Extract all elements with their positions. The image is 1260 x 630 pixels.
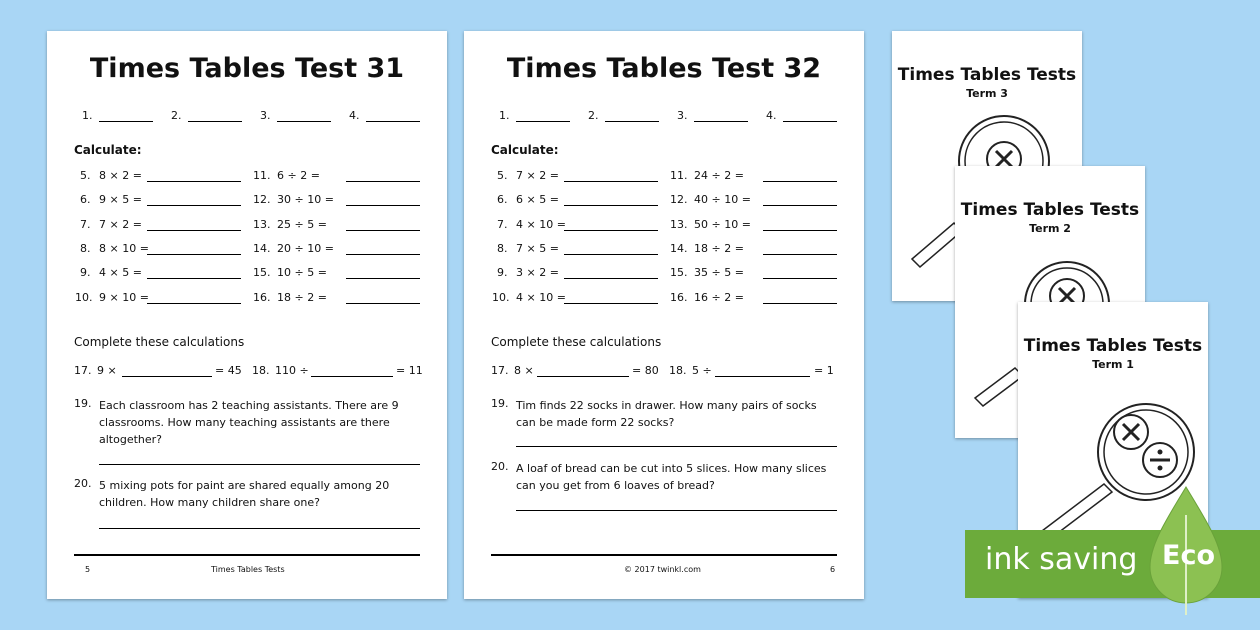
answer-line <box>147 230 241 231</box>
question-text: 24 ÷ 2 = <box>694 169 744 182</box>
cover-term: Term 3 <box>966 87 1008 100</box>
question-text: 4 × 10 = <box>516 218 566 231</box>
answer-line <box>147 303 241 304</box>
question-number: 17. <box>74 364 92 377</box>
word-problem: A loaf of bread can be cut into 5 slices. How many slices can you get from 6 loaves of bread? <box>516 462 827 492</box>
answer-line <box>147 278 241 279</box>
answer-line <box>564 278 658 279</box>
answer-line <box>99 464 420 465</box>
question-text: = 80 <box>632 364 659 377</box>
answer-line <box>763 254 837 255</box>
answer-line <box>346 181 420 182</box>
word-problem: Tim finds 22 socks in drawer. How many pairs of socks can be made form 22 socks? <box>516 399 817 429</box>
question-text: 5 ÷ <box>692 364 712 377</box>
answer-line <box>277 121 331 122</box>
calculate-heading: Calculate: <box>491 143 559 157</box>
question-number: 11. <box>253 169 271 182</box>
question-number: 20. <box>491 460 509 473</box>
cover-term: Term 2 <box>1029 222 1071 235</box>
question-number: 12. <box>670 193 688 206</box>
question-number: 18. <box>669 364 687 377</box>
answer-line <box>346 230 420 231</box>
answer-line <box>516 510 837 511</box>
question-number: 15. <box>253 266 271 279</box>
worksheet-test-31 <box>47 31 447 599</box>
question-text: 3 × 2 = <box>516 266 559 279</box>
question-number: 17. <box>491 364 509 377</box>
question-text: 50 ÷ 10 = <box>694 218 751 231</box>
question-text: 35 ÷ 5 = <box>694 266 744 279</box>
worksheet-test-32 <box>464 31 864 599</box>
answer-line <box>763 181 837 182</box>
page-number: 6 <box>830 565 836 574</box>
question-number: 5. <box>80 169 91 182</box>
answer-line <box>763 303 837 304</box>
answer-line <box>564 303 658 304</box>
answer-line <box>346 303 420 304</box>
answer-label: 3. <box>677 109 688 122</box>
complete-heading: Complete these calculations <box>491 335 662 349</box>
eco-label: Eco <box>1162 540 1215 571</box>
question-text: 10 ÷ 5 = <box>277 266 327 279</box>
question-text: = 11 <box>396 364 423 377</box>
question-number: 20. <box>74 477 92 490</box>
worksheet-title: Times Tables Test 31 <box>89 53 405 84</box>
answer-label: 4. <box>349 109 360 122</box>
cover-title: Times Tables Tests <box>1023 336 1203 356</box>
question-text: 9 × 5 = <box>99 193 142 206</box>
calculate-heading: Calculate: <box>74 143 142 157</box>
answer-line <box>564 181 658 182</box>
question-number: 10. <box>492 291 510 304</box>
question-number: 10. <box>75 291 93 304</box>
answer-line <box>763 230 837 231</box>
word-problem: 5 mixing pots for paint are shared equally among 20 children. How many children share one? <box>99 479 390 509</box>
answer-line <box>783 121 837 122</box>
answer-line <box>99 528 420 529</box>
answer-line <box>346 278 420 279</box>
footer-title: Times Tables Tests <box>211 565 285 574</box>
answer-label: 2. <box>171 109 182 122</box>
answer-line <box>147 205 241 206</box>
answer-line <box>694 121 748 122</box>
cover-title: Times Tables Tests <box>960 200 1140 220</box>
answer-label: 1. <box>82 109 93 122</box>
answer-line <box>763 205 837 206</box>
question-number: 9. <box>80 266 91 279</box>
question-number: 8. <box>80 242 91 255</box>
answer-line <box>366 121 420 122</box>
question-number: 6. <box>80 193 91 206</box>
question-text: 4 × 10 = <box>516 291 566 304</box>
question-text: 8 × 2 = <box>99 169 142 182</box>
question-number: 5. <box>497 169 508 182</box>
answer-label: 1. <box>499 109 510 122</box>
answer-line <box>346 254 420 255</box>
question-text: = 1 <box>814 364 834 377</box>
magnifier-handle <box>975 368 1023 406</box>
question-text: 7 × 2 = <box>516 169 559 182</box>
question-text: 8 × 10 = <box>99 242 149 255</box>
answer-line <box>564 230 658 231</box>
answer-line <box>346 205 420 206</box>
question-text: 7 × 2 = <box>99 218 142 231</box>
question-number: 14. <box>253 242 271 255</box>
question-number: 7. <box>497 218 508 231</box>
question-number: 8. <box>497 242 508 255</box>
worksheet-title: Times Tables Test 32 <box>506 53 822 84</box>
question-text: 9 × 10 = <box>99 291 149 304</box>
question-number: 13. <box>670 218 688 231</box>
answer-line <box>147 181 241 182</box>
question-number: 16. <box>670 291 688 304</box>
answer-label: 3. <box>260 109 271 122</box>
question-text: 7 × 5 = <box>516 242 559 255</box>
question-text: = 45 <box>215 364 242 377</box>
answer-line <box>188 121 242 122</box>
question-number: 6. <box>497 193 508 206</box>
multiply-icon-cross <box>996 151 1012 167</box>
answer-label: 4. <box>766 109 777 122</box>
question-text: 20 ÷ 10 = <box>277 242 334 255</box>
answer-line <box>516 121 570 122</box>
copyright: © 2017 twinkl.com <box>624 565 701 574</box>
answer-line <box>537 376 629 377</box>
cover-title: Times Tables Tests <box>897 65 1077 85</box>
question-number: 16. <box>253 291 271 304</box>
answer-label: 2. <box>588 109 599 122</box>
question-text: 30 ÷ 10 = <box>277 193 334 206</box>
ink-saving-label: ink saving <box>985 542 1138 577</box>
question-number: 9. <box>497 266 508 279</box>
question-number: 14. <box>670 242 688 255</box>
question-text: 8 × <box>514 364 534 377</box>
question-text: 4 × 5 = <box>99 266 142 279</box>
footer-rule <box>491 554 837 556</box>
question-text: 9 × <box>97 364 117 377</box>
question-number: 11. <box>670 169 688 182</box>
answer-line <box>564 205 658 206</box>
cover-term: Term 1 <box>1092 358 1134 371</box>
question-text: 25 ÷ 5 = <box>277 218 327 231</box>
question-number: 19. <box>491 397 509 410</box>
answer-line <box>564 254 658 255</box>
footer-rule <box>74 554 420 556</box>
question-text: 110 ÷ <box>275 364 309 377</box>
answer-line <box>147 254 241 255</box>
question-number: 13. <box>253 218 271 231</box>
answer-line <box>99 121 153 122</box>
answer-line <box>122 376 212 377</box>
question-text: 18 ÷ 2 = <box>277 291 327 304</box>
page-number: 5 <box>85 565 91 574</box>
answer-line <box>605 121 659 122</box>
question-number: 15. <box>670 266 688 279</box>
answer-line <box>763 278 837 279</box>
question-number: 19. <box>74 397 92 410</box>
question-number: 18. <box>252 364 270 377</box>
question-text: 40 ÷ 10 = <box>694 193 751 206</box>
question-text: 18 ÷ 2 = <box>694 242 744 255</box>
answer-line <box>516 446 837 447</box>
answer-line <box>715 376 810 377</box>
complete-heading: Complete these calculations <box>74 335 245 349</box>
question-number: 12. <box>253 193 271 206</box>
answer-line <box>311 376 393 377</box>
question-number: 7. <box>80 218 91 231</box>
question-text: 6 × 5 = <box>516 193 559 206</box>
word-problem: Each classroom has 2 teaching assistants. There are 9 classrooms. How many teaching assistants are there altogether? <box>99 399 399 446</box>
question-text: 6 ÷ 2 = <box>277 169 320 182</box>
question-text: 16 ÷ 2 = <box>694 291 744 304</box>
